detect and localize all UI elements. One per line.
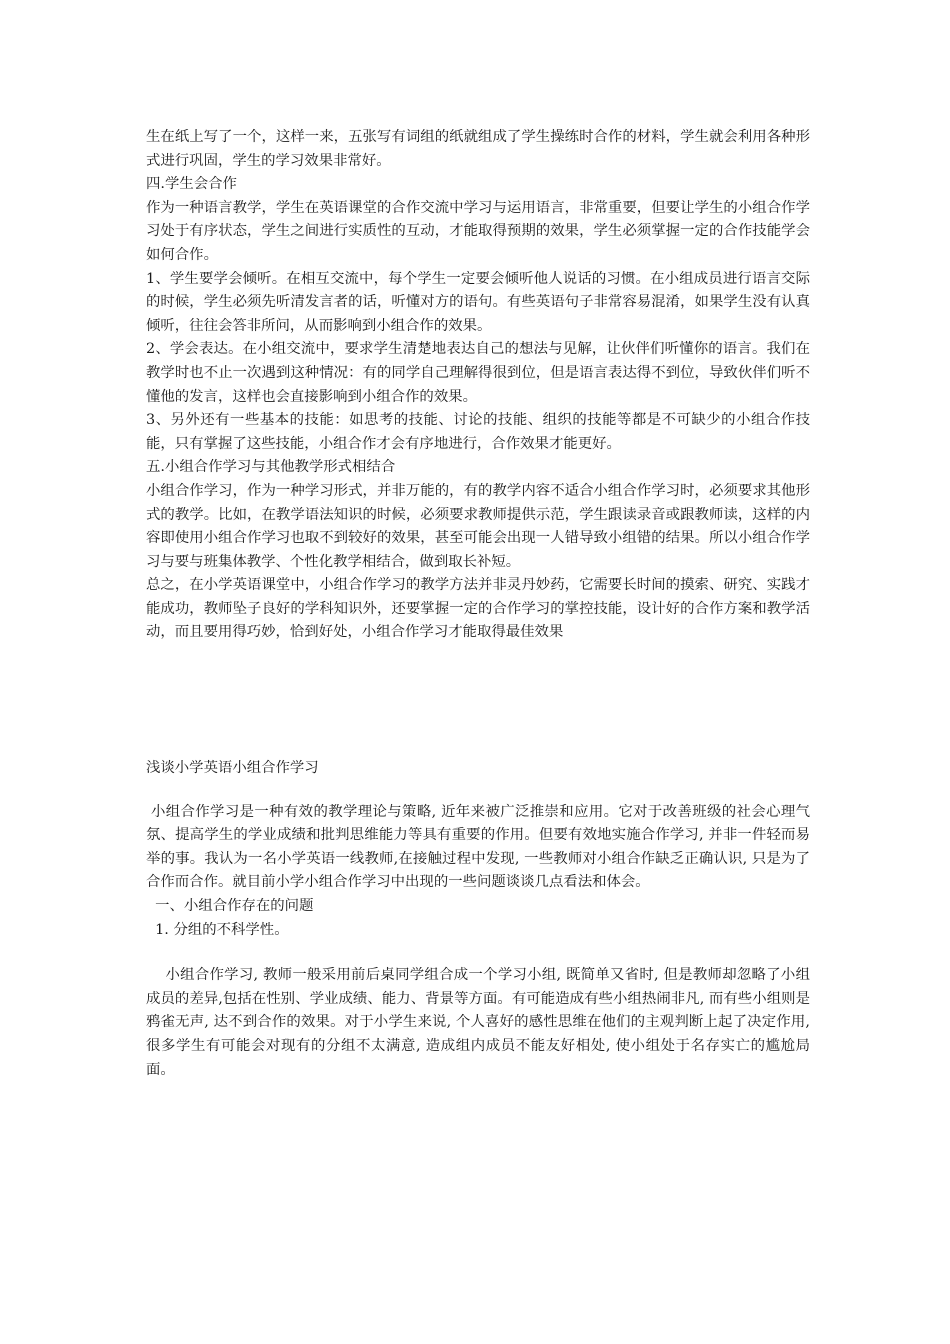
section-heading-5: 五.小组合作学习与其他教学形式相结合 (146, 459, 396, 476)
paragraph-expression: 2、学会表达。在小组交流中，要求学生清楚地表达自己的想法与见解，让伙伴们听懂你的语言。我们在教学时也不止一次遇到这种情况：有的同学自己理解得很到位，但是语言表达得不到位，导致伙伴们听不懂他的发言，这样也会直接影响到小组合作的效果。 (146, 341, 810, 405)
article-intro: 小组合作学习是一种有效的教学理论与策略, 近年来被广泛推崇和应用。它对于改善班级的社会心理气氛、提高学生的学业成绩和批判思维能力等具有重要的作用。但要有效地实施合作学习, 并非一件轻而易举的事。我认为一名小学英语一线教师,在接触过程中发现, 一些教师对小组合作缺乏正确认识, 只是为了合作而合作。就目前小学小组合作学习中出现的一些问题谈谈几点看法和体会。 (146, 803, 811, 891)
paragraph: 生在纸上写了一个，这样一来，五张写有词组的纸就组成了学生操练时合作的材料，学生就会利用各种形式进行巩固，学生的学习效果非常好。 (146, 129, 810, 169)
article (146, 757, 815, 1082)
paragraph-listening: 1、学生要学会倾听。在相互交流中，每个学生一定要会倾听他人说话的习惯。在小组成员进行语言交际的时候，学生必须先听清发言者的话，听懂对方的语句。有些英语句子非常容易混淆，如果学生没有认真倾听，往往会答非所问，从而影响到小组合作的效果。 (146, 270, 810, 334)
page-gap (146, 645, 810, 757)
article-body: 小组合作学习, 教师一般采用前后桌同学组合成一个学习小组, 既简单又省时, 但是教师却忽略了小组成员的差异,包括在性别、学业成绩、能力、背景等方面。有可能造成有些小组热闹非凡, 而有些小组则是鸦雀无声, 达不到合作的效果。对于小学生来说, 个人喜好的感性思维在他们的主观判断上起了决定作用, 很多学生有可能会对现有的分组不太满意, 造成组内成员不能友好相处, 使小组处于名存实亡的尴尬局面。 (146, 967, 815, 1078)
section-heading-4: 四.学生会合作 (146, 176, 237, 193)
article-heading-1: 一、小组合作存在的问题 (146, 898, 314, 915)
paragraph: 作为一种语言教学，学生在英语课堂的合作交流中学习与运用语言，非常重要，但要让学生的小组合作学习处于有序状态，学生之间进行实质性的互动，才能取得预期的效果，学生必须掌握一定的合作技能学会如何合作。 (146, 199, 810, 263)
paragraph-skills: 3、另外还有一些基本的技能：如思考的技能、讨论的技能、组织的技能等都是不可缺少的小组合作技能，只有掌握了这些技能，小组合作才会有序地进行，合作效果才能更好。 (146, 412, 810, 452)
section-continuation (146, 126, 810, 645)
paragraph: 小组合作学习，作为一种学习形式，并非万能的，有的教学内容不适合小组合作学习时，必须要求其他形式的教学。比如，在教学语法知识的时候，必须要求教师提供示范，学生跟读录音或跟教师读，这样的内容即使用小组合作学习也取不到较好的效果，甚至可能会出现一人错导致小组错的结果。所以小组合作学习与要与班集体教学、个性化教学相结合，做到取长补短。 (146, 482, 810, 570)
article-heading-2: 1. 分组的不科学性。 (146, 921, 289, 938)
paragraph-conclusion: 总之，在小学英语课堂中，小组合作学习的教学方法并非灵丹妙药，它需要长时间的摸索、研究、实践才能成功，教师坠子良好的学科知识外，还要掌握一定的合作学习的掌控技能，设计好的合作方案和教学活动，而且要用得巧妙，恰到好处，小组合作学习才能取得最佳效果 (146, 577, 810, 641)
document-page (146, 126, 815, 1082)
article-title: 浅谈小学英语小组合作学习 (146, 760, 319, 777)
